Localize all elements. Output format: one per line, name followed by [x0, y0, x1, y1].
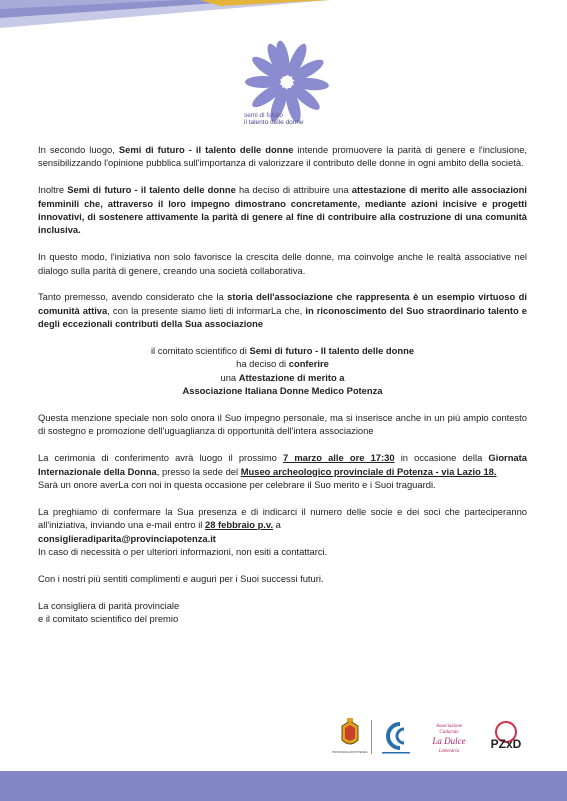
p1-text-a: In secondo luogo, [38, 144, 119, 155]
pzxd-logo [486, 718, 526, 758]
logo-line-2a: il talento [244, 119, 269, 126]
p4-text-a: Tanto premesso, avendo considerato che la [38, 291, 228, 303]
provincia-label: PROVINCIA DI POTENZA [332, 750, 368, 754]
pzxd-text: PZxD [490, 737, 522, 751]
assoc-line-2: Culturale [439, 730, 459, 735]
p4-bold-b: storia dell'associazione che rappresenta è un esempio virtuoso di comunità attiva [38, 291, 528, 316]
p4-text-c: , con la presente siamo lieti di informarLa che, [107, 304, 306, 316]
assoc-line-1: Associazione [435, 724, 463, 729]
paragraph-8: Con i nostri più sentiti complimenti e auguri per i Suoi successi futuri. [38, 572, 324, 584]
signature-line-1: La consigliera di parità provinciale [38, 599, 180, 611]
paragraph-4 [38, 290, 527, 330]
top-decorative-band [0, 0, 567, 40]
p7-text-e: In caso di necessità o per ulteriori informazioni, non esiti a contattarci. [38, 546, 328, 558]
logo-line-2 [244, 119, 334, 126]
p4-bold-d: in riconoscimento del Suo straordinario talento e degli eccezionali contributi della Sua associazione [38, 304, 527, 330]
ceremony-venue: Museo archeologico provinciale di Potenza - via Lazio 18. [240, 465, 497, 477]
footer-partner-logos [332, 718, 528, 762]
p6-text-g: Sarà un onore averLa con noi in questa occasione per celebrare il Suo merito e i Suoi traguardi. [38, 479, 436, 491]
award-line-2 [38, 357, 527, 370]
award-recipient [38, 384, 527, 397]
award-announcement [38, 344, 527, 398]
award-recipient-name: Associazione Italiana Donne Medico Potenza [182, 385, 383, 397]
paragraph-1 [38, 143, 527, 170]
p6-text-c: in occasione della [394, 452, 489, 464]
award-line-3b: Attestazione di merito a [238, 371, 345, 383]
p2-bold-b: Semi di futuro - il talento delle donne [67, 184, 236, 196]
commissione-logo-icon [378, 718, 414, 758]
p6-text-a: La cerimonia di conferimento avrà luogo il prossimo [38, 452, 283, 464]
award-line-1b: Semi di futuro - Il talento delle donne [249, 345, 415, 357]
logo-caption [244, 112, 334, 126]
provincia-potenza-crest-icon [332, 718, 368, 758]
p2-bold-d: attestazione di merito alle associazioni femminili che, attraverso il loro impegno dimostrano concretamente, mediante azioni incisive e progetti innovativi, di sostenere attivamente la parità di genere al fine di contribuire alla costruzione di una comunità inclusiva. [38, 184, 527, 236]
letter-body [38, 143, 527, 625]
ceremony-date: 7 marzo alle ore 17:30 [283, 452, 395, 464]
signature-line-2: e il comitato scientifico del premio [38, 613, 179, 625]
p2-text-a: Inoltre [38, 184, 68, 196]
award-line-2a: ha deciso di [236, 358, 289, 370]
footer-divider [371, 720, 372, 754]
paragraph-6 [38, 451, 527, 491]
award-line-1 [38, 344, 527, 357]
award-line-3a: una [220, 371, 239, 383]
assoc-line-3: La Dulce [432, 736, 466, 746]
paragraph-2 [38, 183, 527, 237]
paragraph-7 [38, 505, 527, 559]
paragraph-3: In questo modo, l'iniziativa non solo favorisce la crescita delle donne, ma coinvolge anche le realtà associative nel dialogo sulla parità di genere, creando una società collaborativa. [38, 251, 527, 276]
logo-line-1: semi di futuro [244, 112, 284, 119]
award-line-2b: conferire [288, 358, 329, 370]
associazione-la-dulce-logo [424, 718, 474, 758]
p6-bold-d: Giornata Internazionale della Donna [38, 452, 527, 477]
p6-text-e: , presso la sede del [156, 465, 241, 477]
p2-text-c: ha deciso di attribuire una [235, 184, 352, 196]
contact-email[interactable]: consiglieradiparita@provinciapotenza.it [38, 532, 216, 544]
paragraph-5: Questa menzione speciale non solo onora il Suo impegno personale, ma si inserisce anche in un più ampio contesto di sostegno e promozione dell'uguaglianza di opportunità dell'intera associazione [38, 412, 527, 437]
p7-text-c: a [273, 519, 281, 531]
p1-bold: Semi di futuro - il talento delle donne [118, 144, 294, 155]
award-line-1a: il comitato scientifico di [150, 345, 250, 357]
rsvp-deadline: 28 febbraio p.v. [204, 519, 274, 531]
p7-text-a: La preghiamo di confermare la Sua presenza e di indicarci il numero delle socie e dei soci che parteciperanno all'iniziativa, inviando una e-mail entro il [38, 505, 527, 531]
bottom-decorative-band [0, 771, 567, 801]
p1-text-c: intende promuovere la parità di genere e l'inclusione, sensibilizzando l'opinione pubblica sull'importanza di valorizzare il contributo delle donne in ogni ambito della società. [38, 144, 528, 169]
award-line-3 [38, 371, 527, 384]
assoc-line-4: Letteraria [438, 749, 460, 754]
logo-line-2b: delle donne [270, 119, 304, 126]
